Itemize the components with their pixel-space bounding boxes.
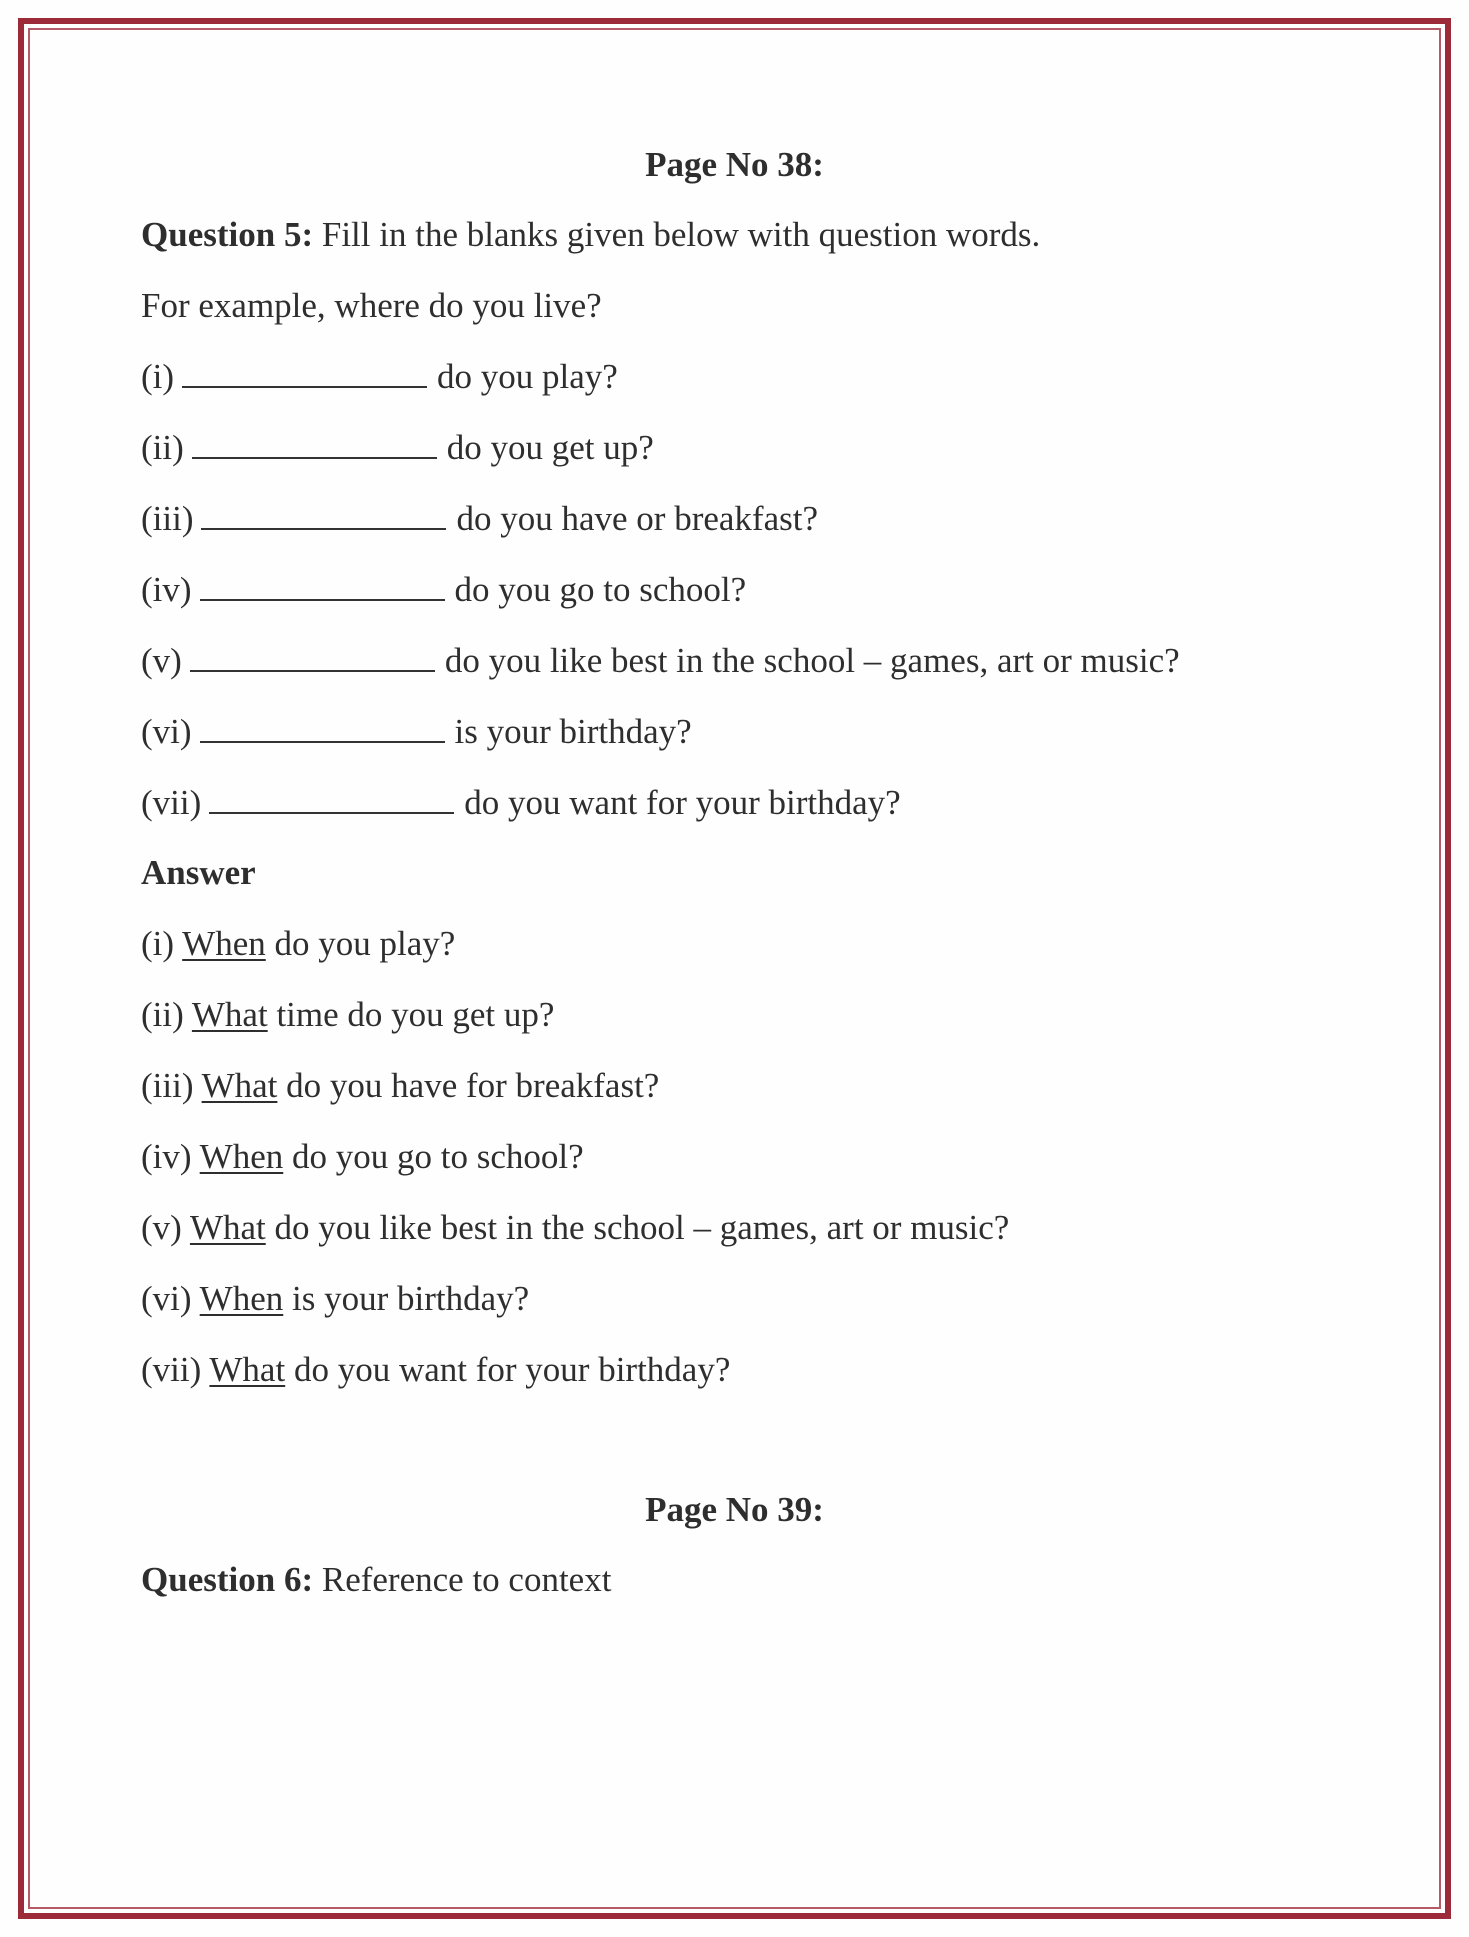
answer-word: When xyxy=(199,1279,284,1318)
item-number: (vii) xyxy=(141,1350,202,1389)
fill-blank-item xyxy=(141,498,818,540)
item-text: do you have for breakfast? xyxy=(277,1066,660,1105)
item-text: do you go to school? xyxy=(283,1137,584,1176)
blank-line xyxy=(182,356,427,388)
fill-blank-item xyxy=(141,782,901,824)
fill-blank-item xyxy=(141,427,654,469)
blank-line xyxy=(192,427,437,459)
item-number: (vi) xyxy=(141,712,192,751)
answer-word: When xyxy=(199,1137,284,1176)
question-label: Question 5: xyxy=(141,215,314,254)
fill-blank-item xyxy=(141,569,746,611)
question-5 xyxy=(141,214,1040,256)
item-text: do you go to school? xyxy=(454,570,747,609)
item-text: do you want for your birthday? xyxy=(285,1350,731,1389)
fill-blank-item xyxy=(141,356,618,398)
answer-item xyxy=(141,994,554,1036)
item-number: (vi) xyxy=(141,1279,192,1318)
question-label: Question 6: xyxy=(141,1560,314,1599)
question-text: Reference to context xyxy=(313,1560,612,1599)
blank-line xyxy=(190,640,435,672)
answer-item xyxy=(141,1207,1009,1249)
answer-item xyxy=(141,1349,730,1391)
item-number: (iv) xyxy=(141,1137,192,1176)
item-text: do you like best in the school – games, art or music? xyxy=(444,641,1180,680)
item-number: (iii) xyxy=(141,499,194,538)
item-text: do you play? xyxy=(437,357,618,396)
item-text: do you have or breakfast? xyxy=(456,499,819,538)
item-number: (iv) xyxy=(141,570,192,609)
answer-word: What xyxy=(189,1208,266,1247)
question-text: Fill in the blanks given below with question words. xyxy=(313,215,1041,254)
fill-blank-item xyxy=(141,640,1180,682)
item-number: (v) xyxy=(141,641,182,680)
item-number: (i) xyxy=(141,924,175,963)
example: For example, where do you live? xyxy=(141,286,602,325)
item-text: do you want for your birthday? xyxy=(464,783,901,822)
item-number: (ii) xyxy=(141,428,184,467)
answer-heading-text: Answer xyxy=(141,853,256,892)
blank-line xyxy=(200,711,445,743)
blank-line xyxy=(209,782,454,814)
page-heading-39 xyxy=(0,1489,1469,1531)
answer-item xyxy=(141,1065,659,1107)
answer-word: When xyxy=(182,924,266,963)
page-heading-38 xyxy=(0,144,1469,186)
item-text: do you like best in the school – games, art or music? xyxy=(265,1208,1010,1247)
heading-text: Page No 38: xyxy=(645,145,824,184)
blank-line xyxy=(201,498,446,530)
item-number: (vii) xyxy=(141,783,202,822)
item-text: time do you get up? xyxy=(267,995,555,1034)
item-number: (i) xyxy=(141,357,175,396)
answer-item xyxy=(141,1278,529,1320)
item-number: (iii) xyxy=(141,1066,194,1105)
question-6 xyxy=(141,1559,611,1601)
answer-word: What xyxy=(191,995,268,1034)
item-text: is your birthday? xyxy=(283,1279,530,1318)
item-number: (ii) xyxy=(141,995,184,1034)
item-number: (v) xyxy=(141,1208,182,1247)
fill-blank-item xyxy=(141,711,692,753)
answer-word: What xyxy=(201,1066,278,1105)
heading-text: Page No 39: xyxy=(645,1490,824,1529)
item-text: do you get up? xyxy=(446,428,654,467)
blank-line xyxy=(200,569,445,601)
answer-item xyxy=(141,923,455,965)
answer-item xyxy=(141,1136,584,1178)
item-text: is your birthday? xyxy=(454,712,692,751)
item-text: do you play? xyxy=(265,924,456,963)
answer-word: What xyxy=(209,1350,286,1389)
answer-heading xyxy=(141,852,256,894)
